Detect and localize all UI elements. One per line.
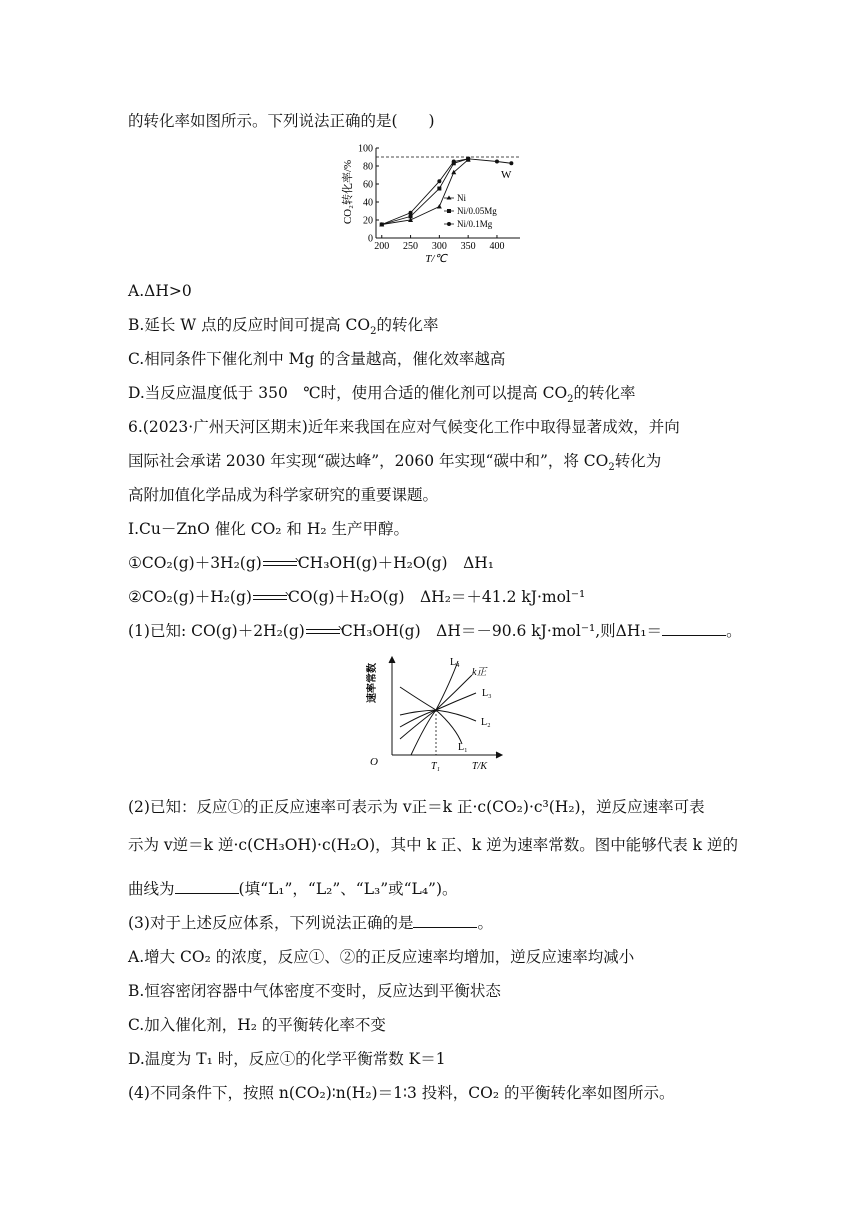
- equilibrium-arrow-icon: [306, 628, 340, 636]
- data-point: [509, 161, 513, 165]
- y-tick-label: 20: [363, 215, 373, 227]
- label-k-forward: k正: [472, 667, 487, 678]
- option-5c: C.相同条件下催化剂中 Mg 的含量越高，催化效率越高: [128, 350, 506, 368]
- section-1-title: Ⅰ.Cu－ZnO 催化 CO₂ 和 H₂ 生产甲醇。: [128, 520, 409, 538]
- option-3c: C.加入催化剂，H₂ 的平衡转化率不变: [128, 1016, 386, 1034]
- chart1-xlabel: T/℃: [425, 253, 447, 265]
- data-point: [409, 214, 413, 218]
- part-3: (3)对于上述反应体系，下列说法正确的是 。: [128, 914, 493, 932]
- equilibrium-arrow-icon: [253, 594, 287, 602]
- option-5b: B.延长 W 点的反应时间可提高 $CO_2$的转化率: [128, 316, 439, 338]
- label-l2: L₂: [481, 717, 491, 728]
- data-point: [437, 179, 441, 183]
- x-tick-label: 400: [489, 241, 505, 252]
- origin-label: O: [370, 756, 378, 768]
- label-l3: L₃: [482, 688, 492, 699]
- question-6-line2: 国际社会承诺 2030 年实现“碳达峰”，2060 年实现“碳中和”，将 $CO_2$转化为: [128, 452, 662, 474]
- chart1-ylabel: CO₂转化率/%: [342, 159, 354, 225]
- chart2-ylabel: 速率常数: [367, 663, 378, 703]
- equilibrium-arrow-icon: [263, 560, 297, 568]
- x-tick-label: 300: [431, 241, 447, 252]
- option-3a: A.增大 CO₂ 的浓度，反应①、②的正反应速率均增加，逆反应速率均减小: [128, 948, 635, 966]
- legend-ni-005mg: Ni/0.05Mg: [457, 206, 497, 216]
- part-2-line1: (2)已知：反应①的正反应速率可表示为 v正＝k 正·c(CO₂)·c³(H₂)，逆反应速率可表: [128, 798, 705, 816]
- option-5a: A.ΔH>0: [128, 282, 192, 300]
- y-tick-label: 100: [358, 143, 373, 155]
- w-point-label: W: [501, 169, 512, 181]
- option-5d: D.当反应温度低于 350 ℃时，使用合适的催化剂可以提高 $CO_2$的转化率: [128, 384, 636, 406]
- x-tick-label: 200: [374, 241, 390, 252]
- legend-ni-01mg: Ni/0.1Mg: [457, 219, 493, 229]
- legend-ni: Ni: [457, 193, 466, 203]
- data-point: [452, 160, 456, 164]
- question-6-line1: 6.(2023·广州天河区期末)近年来我国在应对气候变化工作中取得显著成效，并向: [128, 418, 680, 436]
- option-3b: B.恒容密闭容器中气体密度不变时，反应达到平衡状态: [128, 982, 501, 1000]
- data-point: [437, 204, 442, 209]
- label-l4: L₄: [450, 657, 460, 668]
- part-2-line3: 曲线为 (填“L₁”，“L₂”、“L₃”或“L₄”)。: [128, 880, 458, 898]
- series-line-0: [382, 160, 468, 225]
- series-line-1: [382, 159, 468, 225]
- part-2-line2: 示为 v逆＝k 逆·c(CH₃OH)·c(H₂O)，其中 k 正、k 逆为速率常数。图中能够代表 k 逆的: [128, 836, 738, 854]
- chart1-legend: [444, 193, 497, 229]
- x-tick-label: 350: [460, 241, 476, 252]
- y-tick-label: 0: [368, 233, 373, 245]
- answer-blank-1[interactable]: [662, 621, 726, 636]
- data-point: [380, 223, 384, 227]
- data-point: [437, 187, 441, 191]
- curve-l4: [411, 661, 458, 755]
- curve-l1: [400, 687, 462, 744]
- chart2-xlabel: T/K: [472, 761, 488, 772]
- y-tick-label: 80: [363, 161, 373, 173]
- reaction-1: ①CO₂(g)＋3H₂(g) CH₃OH(g)＋H₂O(g) ΔH₁: [128, 554, 495, 572]
- curve-k-forward: [400, 675, 472, 739]
- y-tick-label: 60: [363, 179, 373, 191]
- option-3d: D.温度为 T₁ 时，反应①的化学平衡常数 K＝1: [128, 1050, 446, 1068]
- label-l1: L₁: [458, 742, 468, 753]
- t1-label: T₁: [431, 761, 441, 772]
- data-point: [409, 211, 413, 215]
- rate-constant-chart: [366, 653, 516, 778]
- data-point: [495, 160, 499, 164]
- co2-conversion-chart: [340, 140, 540, 265]
- answer-blank-2[interactable]: [175, 879, 239, 894]
- y-tick-label: 40: [363, 197, 373, 209]
- answer-blank-3[interactable]: [413, 913, 477, 928]
- part-1: (1)已知: CO(g)＋2H₂(g) CH₃OH(g) ΔH＝－90.6 kJ·mol⁻¹,则ΔH₁＝ 。: [128, 622, 742, 640]
- question-5-intro: 的转化率如图所示。下列说法正确的是( ): [128, 112, 435, 130]
- x-tick-label: 250: [403, 241, 419, 252]
- part-4: (4)不同条件下，按照 n(CO₂)∶n(H₂)＝1∶3 投料，CO₂ 的平衡转化率如图所示。: [128, 1084, 675, 1102]
- data-point: [466, 157, 470, 161]
- question-6-line3: 高附加值化学品成为科学家研究的重要课题。: [128, 486, 439, 504]
- reaction-2: ②CO₂(g)＋H₂(g) CO(g)＋H₂O(g) ΔH₂＝＋41.2 kJ·mol⁻¹: [128, 588, 586, 606]
